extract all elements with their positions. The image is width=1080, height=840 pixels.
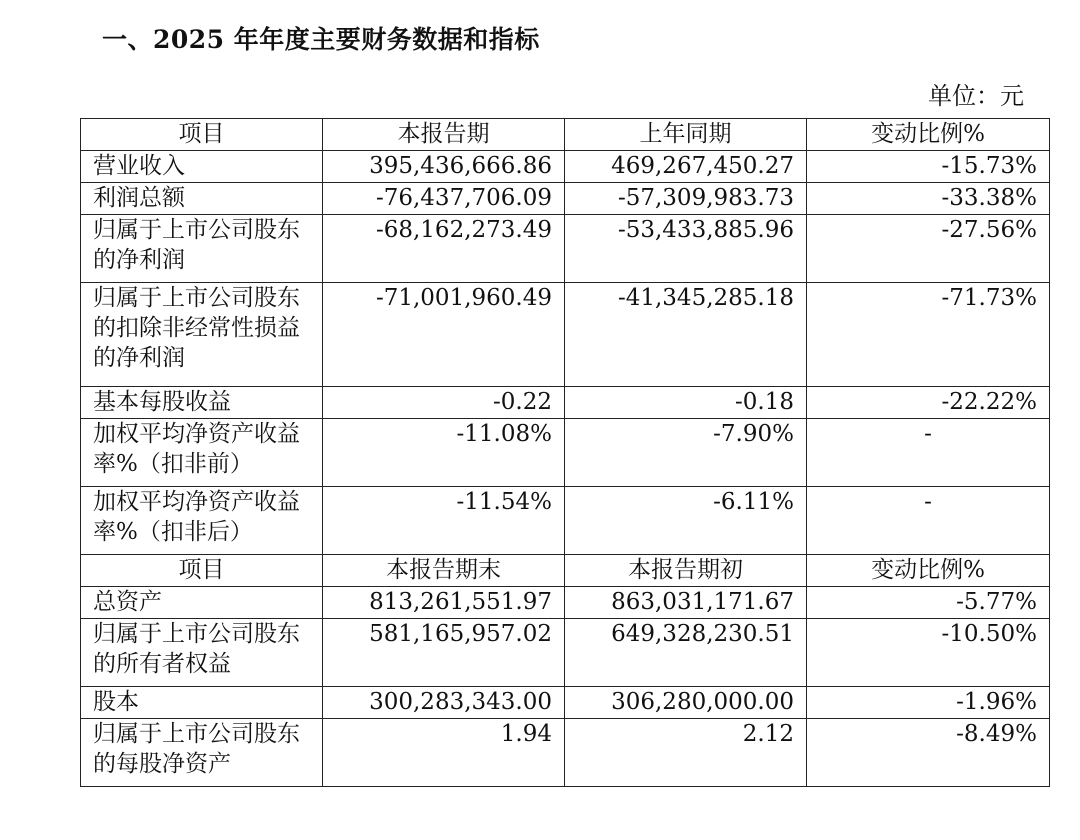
prior-value-cell: 863,031,171.67: [565, 587, 807, 619]
prior-value-cell: -6.11%: [565, 487, 807, 555]
table-row: [81, 283, 1050, 387]
current-value-cell: -71,001,960.49: [323, 283, 565, 387]
financial-data-table: [80, 118, 1050, 787]
prior-value-cell: -0.18: [565, 387, 807, 419]
change-cell: -10.50%: [807, 619, 1050, 687]
header-cell: 本报告期初: [565, 555, 807, 587]
table-header-row: [81, 555, 1050, 587]
item-cell: 归属于上市公司股东的净利润: [81, 215, 323, 283]
header-cell: 变动比例%: [807, 119, 1050, 151]
prior-value-cell: 306,280,000.00: [565, 687, 807, 719]
table-row: [81, 687, 1050, 719]
header-cell: 上年同期: [565, 119, 807, 151]
item-cell: 股本: [81, 687, 323, 719]
item-cell: 归属于上市公司股东的所有者权益: [81, 619, 323, 687]
item-cell: 加权平均净资产收益率%（扣非前）: [81, 419, 323, 487]
change-cell: -1.96%: [807, 687, 1050, 719]
change-cell: -5.77%: [807, 587, 1050, 619]
table-row: [81, 619, 1050, 687]
change-cell: -: [807, 487, 1050, 555]
header-cell: 项目: [81, 555, 323, 587]
change-cell: -22.22%: [807, 387, 1050, 419]
item-cell: 归属于上市公司股东的每股净资产: [81, 719, 323, 787]
prior-value-cell: 649,328,230.51: [565, 619, 807, 687]
prior-value-cell: 469,267,450.27: [565, 151, 807, 183]
item-cell: 归属于上市公司股东的扣除非经常性损益的净利润: [81, 283, 323, 387]
section-title: 一、2025 年年度主要财务数据和指标: [102, 25, 540, 54]
table-row: [81, 587, 1050, 619]
current-value-cell: 1.94: [323, 719, 565, 787]
header-cell: 本报告期末: [323, 555, 565, 587]
change-cell: -33.38%: [807, 183, 1050, 215]
change-cell: -71.73%: [807, 283, 1050, 387]
header-cell: 项目: [81, 119, 323, 151]
header-cell: 变动比例%: [807, 555, 1050, 587]
current-value-cell: 813,261,551.97: [323, 587, 565, 619]
item-cell: 加权平均净资产收益率%（扣非后）: [81, 487, 323, 555]
current-value-cell: -76,437,706.09: [323, 183, 565, 215]
item-cell: 总资产: [81, 587, 323, 619]
current-value-cell: 395,436,666.86: [323, 151, 565, 183]
table-row: [81, 183, 1050, 215]
table-header-row: [81, 119, 1050, 151]
header-cell: 本报告期: [323, 119, 565, 151]
table-row: [81, 719, 1050, 787]
table-row: [81, 151, 1050, 183]
item-cell: 营业收入: [81, 151, 323, 183]
prior-value-cell: -41,345,285.18: [565, 283, 807, 387]
prior-value-cell: -7.90%: [565, 419, 807, 487]
current-value-cell: 581,165,957.02: [323, 619, 565, 687]
table-row: [81, 419, 1050, 487]
current-value-cell: -11.54%: [323, 487, 565, 555]
item-cell: 利润总额: [81, 183, 323, 215]
change-cell: -8.49%: [807, 719, 1050, 787]
table-row: [81, 487, 1050, 555]
unit-label: 单位：元: [928, 82, 1024, 110]
table-row: [81, 387, 1050, 419]
change-cell: -15.73%: [807, 151, 1050, 183]
item-cell: 基本每股收益: [81, 387, 323, 419]
current-value-cell: -11.08%: [323, 419, 565, 487]
current-value-cell: -68,162,273.49: [323, 215, 565, 283]
prior-value-cell: -53,433,885.96: [565, 215, 807, 283]
change-cell: -27.56%: [807, 215, 1050, 283]
prior-value-cell: -57,309,983.73: [565, 183, 807, 215]
table-row: [81, 215, 1050, 283]
prior-value-cell: 2.12: [565, 719, 807, 787]
current-value-cell: 300,283,343.00: [323, 687, 565, 719]
change-cell: -: [807, 419, 1050, 487]
current-value-cell: -0.22: [323, 387, 565, 419]
